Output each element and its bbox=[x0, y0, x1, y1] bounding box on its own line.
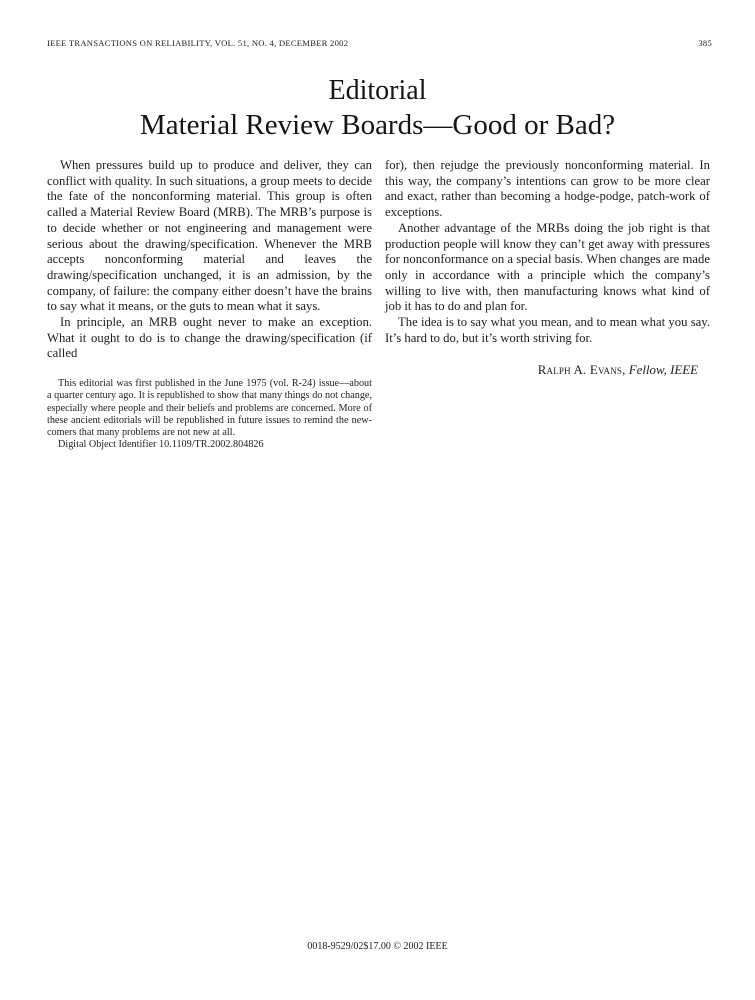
journal-citation: IEEE TRANSACTIONS ON RELIABILITY, VOL. 51, NO. 4, DECEMBER 2002 bbox=[47, 38, 349, 48]
footer-copyright: 0018-9529/02$17.00 © 2002 IEEE bbox=[307, 941, 448, 952]
paragraph: for), then rejudge the previously nonconforming material. In this way, the company’s intentions can grow to be more clear and exact, rather than becoming a hodge-podge, patch-work of exceptions. bbox=[385, 158, 710, 220]
first-footnote bbox=[47, 378, 372, 451]
running-header bbox=[47, 38, 712, 48]
paragraph: When pressures build up to produce and deliver, they can conflict with quality. In such situations, a group meets to decide the fate of the nonconforming material. This group is often called a Material Review Board (MRB). The MRB’s purpose is to decide whether or not engineering and management were serious about the drawing/specification. Whenever the MRB accepts nonconforming material and leaves the drawing/specification unchanged, it is an admission, by the company, of failure: the company either doesn’t have the brains to say what it means, or the guts to mean what it says. bbox=[47, 158, 372, 314]
signature-affiliation: Fellow, IEEE bbox=[628, 363, 698, 378]
paragraph: The idea is to say what you mean, and to mean what you say. It’s hard to do, but it’s worth striving for. bbox=[385, 315, 710, 345]
page-number: 385 bbox=[698, 38, 712, 48]
author-signature bbox=[385, 363, 710, 379]
column-left bbox=[47, 158, 372, 451]
paragraph: Another advantage of the MRBs doing the job right is that production people will know they can’t get away with pressures for nonconformance on a special basis. When changes are made only in accordance with a principle which the company’s willing to live with, then manufacturing knows what kind of job it has to do and plan for. bbox=[385, 220, 710, 314]
footnote-text: This editorial was first published in the June 1975 (vol. R-24) issue—about a quarter century ago. It is republished to show that many things do not change, especially where people and their beliefs and problems are concerned. More of these ancient editorials will be republished in future issues to remind the new-comers that many problems are not new at all. bbox=[47, 378, 372, 438]
paragraph: In principle, an MRB ought never to make an exception. What it ought to do is to change the drawing/specification (if called bbox=[47, 315, 372, 361]
footnote-doi: Digital Object Identifier 10.1109/TR.2002.804826 bbox=[58, 439, 264, 451]
title-block bbox=[0, 74, 755, 142]
article-title: Editorial bbox=[328, 75, 427, 106]
column-right bbox=[385, 158, 710, 451]
two-column-body bbox=[47, 158, 710, 451]
signature-name: Ralph A. Evans, bbox=[537, 363, 626, 378]
article-subtitle: Material Review Boards—Good or Bad? bbox=[139, 109, 616, 141]
